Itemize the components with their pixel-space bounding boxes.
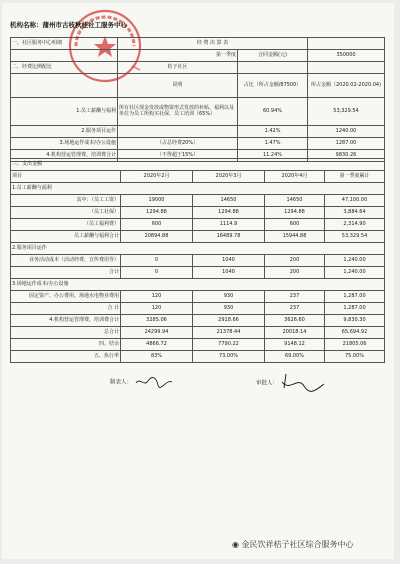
row-label: 总合计 (11, 327, 121, 339)
row-label: 五、执行率 (11, 351, 121, 363)
value-cell: 1294.88 (121, 207, 193, 219)
value-cell: 47,100.00 (325, 195, 385, 207)
value-cell: 73.00% (193, 351, 265, 363)
cell: （不得超于15%） (118, 150, 238, 162)
value-cell: 16489.78 (193, 231, 265, 243)
table-row (11, 291, 385, 303)
cell: 2.服务项目运作 (11, 126, 118, 138)
value-cell: 1040 (193, 267, 265, 279)
value-cell: 21805.06 (325, 339, 385, 351)
value-cell: 53,329.54 (325, 231, 385, 243)
value-cell: 75.00% (325, 351, 385, 363)
value-cell: 9148.12 (265, 339, 325, 351)
value-cell: 21378.44 (193, 327, 265, 339)
cell: 所有社区现金发放或物资形式发放的补贴、福利以及单位为员工所购买社保、员工培训（65%） (118, 98, 238, 126)
cell-title: 经 费 决 算 表 (118, 38, 308, 50)
cell: 350000 (308, 50, 385, 62)
value-cell: 19000 (121, 195, 193, 207)
section-title: 2.服务项目运作 (11, 243, 385, 255)
document-header (10, 20, 127, 29)
maker-label: 制表人： (110, 379, 133, 386)
col-header: 项目 (11, 171, 121, 183)
cell (11, 50, 118, 62)
cell: 1.员工薪酬与福利 (11, 98, 118, 126)
row-label: （员工福利费） (11, 219, 121, 231)
row-label: 业务活动成本（活动经费、宣传费用等） (11, 255, 121, 267)
value-cell: 83% (121, 351, 193, 363)
value-cell: 69.00% (265, 351, 325, 363)
value-cell: 120 (121, 291, 193, 303)
cell: 1.42% (238, 126, 308, 138)
value-cell: 237 (265, 303, 325, 315)
value-cell: 3285.06 (121, 315, 193, 327)
value-cell: 24299.94 (121, 327, 193, 339)
value-cell: 0 (121, 267, 193, 279)
section-title: 1.员工薪酬与福利 (11, 183, 385, 195)
value-cell: 20894.88 (121, 231, 193, 243)
value-cell: 600 (265, 219, 325, 231)
cell: 1.47% (238, 138, 308, 150)
value-cell: 14650 (265, 195, 325, 207)
col-header: 2020年2月 (121, 171, 193, 183)
section-title: 3.场地运作成本/办公设施 (11, 279, 385, 291)
table-row (11, 231, 385, 243)
table-row (11, 255, 385, 267)
col-header: 第一季度累计 (325, 171, 385, 183)
value-cell: 3626.60 (265, 315, 325, 327)
cell: 所占金额（2020.02-2020.04) (308, 74, 385, 98)
cell: 3.场地运作成本/办公设施 (11, 138, 118, 150)
maker-signature (110, 375, 174, 389)
cell (308, 38, 385, 50)
expense-table (10, 158, 385, 363)
table-row (11, 351, 385, 363)
cell: 占比（所占金额/87500） (238, 74, 308, 98)
value-cell: 2,314.90 (325, 219, 385, 231)
cell: 60.94% (238, 98, 308, 126)
col-header: 2020年4月 (265, 171, 325, 183)
table-row (11, 267, 385, 279)
value-cell: 200 (265, 255, 325, 267)
auditor-signature (256, 372, 326, 394)
cell: 一、社区服务中心明细 (11, 38, 118, 50)
row-label: 员工薪酬与福利合计 (11, 231, 121, 243)
value-cell: 600 (121, 219, 193, 231)
budget-summary-table (10, 37, 385, 162)
section-title: 三、支出金额 (11, 159, 385, 171)
row-label: 其中：（员工工资） (11, 195, 121, 207)
value-cell: 1294.88 (265, 207, 325, 219)
value-cell: 9,830.30 (325, 315, 385, 327)
watermark (232, 539, 354, 550)
value-cell: 930 (193, 303, 265, 315)
maker-handwriting (134, 375, 174, 389)
value-cell: 237 (265, 291, 325, 303)
table-row (11, 207, 385, 219)
row-label: （员工社保） (11, 207, 121, 219)
cell: 53,329.54 (308, 98, 385, 126)
table-row (11, 303, 385, 315)
cell: 11.24% (238, 150, 308, 162)
value-cell: 2918.66 (193, 315, 265, 327)
value-cell: 1114.9 (193, 219, 265, 231)
value-cell: 1294.88 (193, 207, 265, 219)
row-label: 固定资产、办公费用、场地水电物业费用 (11, 291, 121, 303)
watermark-text: 金民饮祥桔子社区综合服务中心 (241, 540, 354, 549)
col-header: 2020年3月 (193, 171, 265, 183)
value-cell: 65,694.92 (325, 327, 385, 339)
rows-c (11, 291, 385, 315)
cell: 合同金额(元) (238, 50, 308, 62)
cell: 4.机构营运管理费、培训费合计 (11, 150, 118, 162)
rows-d (11, 315, 385, 363)
cell: 9830.26 (308, 150, 385, 162)
wechat-icon: ◉ (232, 540, 239, 549)
value-cell: 7790.22 (193, 339, 265, 351)
value-cell: 930 (193, 291, 265, 303)
rows-a (11, 195, 385, 243)
value-cell: 0 (121, 255, 193, 267)
auditor-handwriting (280, 372, 326, 394)
row-label: 合计 (11, 267, 121, 279)
value-cell: 1,287.00 (325, 291, 385, 303)
value-cell: 14650 (193, 195, 265, 207)
cell: 1240.00 (308, 126, 385, 138)
org-name: 蒲州市古枝秋桂社工服务中心 (42, 21, 127, 29)
value-cell: 20018.14 (265, 327, 325, 339)
row-label: 合 计 (11, 303, 121, 315)
cell (11, 74, 118, 98)
value-cell: 1,287.00 (325, 303, 385, 315)
table-row (11, 195, 385, 207)
value-cell: 1,240.00 (325, 267, 385, 279)
value-cell: 3,884.64 (325, 207, 385, 219)
value-cell: 15944.88 (265, 231, 325, 243)
table-row (11, 315, 385, 327)
value-cell: 4866.72 (121, 339, 193, 351)
org-label: 机构名称： (10, 21, 43, 29)
cell (238, 62, 308, 74)
value-cell: 120 (121, 303, 193, 315)
value-cell: 200 (265, 267, 325, 279)
rows-b (11, 255, 385, 279)
cell (118, 126, 238, 138)
cell: 1287.00 (308, 138, 385, 150)
cell: 说明 (118, 74, 238, 98)
row-label: 四、结余 (11, 339, 121, 351)
value-cell: 1040 (193, 255, 265, 267)
row-label: 4.机构营运管理费、培训费合计 (11, 315, 121, 327)
table-row (11, 327, 385, 339)
cell: 桔子社区 (118, 62, 238, 74)
cell: （占总经费20%） (118, 138, 238, 150)
cell (308, 62, 385, 74)
table-row (11, 339, 385, 351)
value-cell: 1,240.00 (325, 255, 385, 267)
auditor-label: 审批人： (256, 380, 279, 387)
table-row (11, 219, 385, 231)
cell: 第一季度 (118, 50, 238, 62)
cell: 二、经费比例配比 (11, 62, 118, 74)
